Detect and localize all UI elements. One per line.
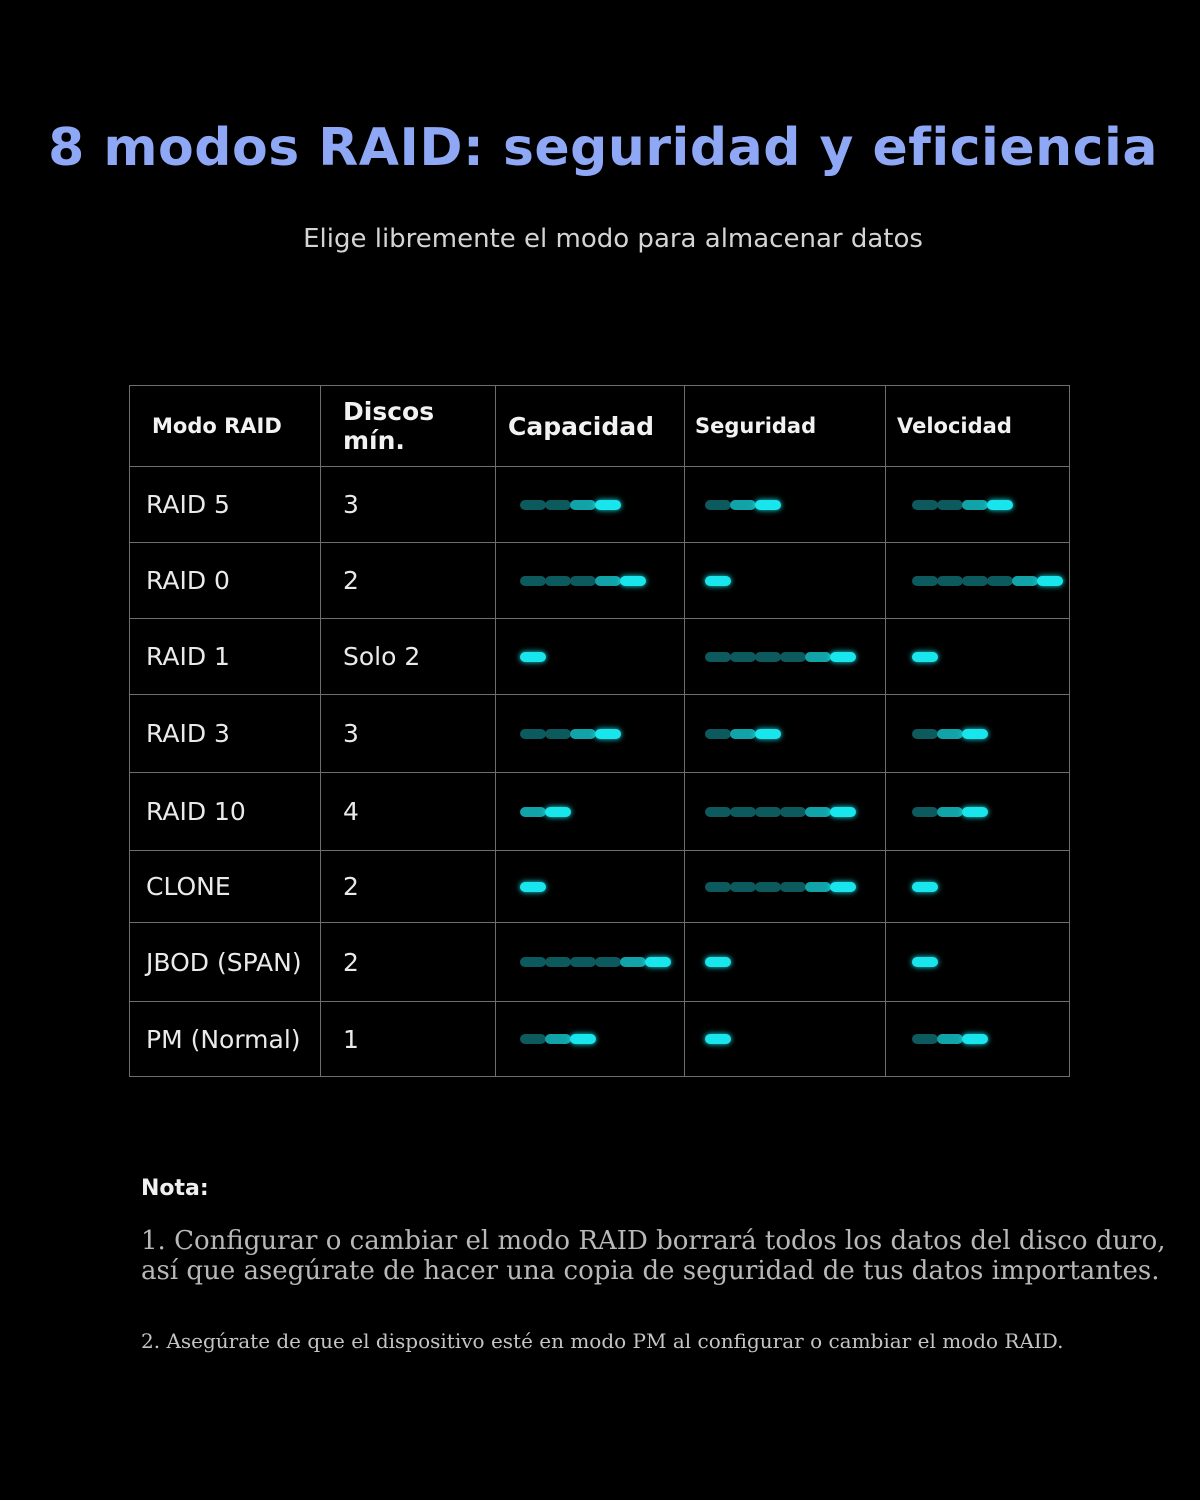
cell-mode: RAID 0 xyxy=(130,543,321,619)
security-level-bar xyxy=(705,652,885,662)
level-segment xyxy=(620,576,646,586)
level-segment xyxy=(545,576,571,586)
level-segment xyxy=(705,652,731,662)
level-segment xyxy=(620,957,646,967)
level-segment xyxy=(595,957,621,967)
level-segment xyxy=(987,500,1013,510)
level-segment xyxy=(937,1034,963,1044)
level-segment xyxy=(1037,576,1063,586)
cell-mode: PM (Normal) xyxy=(130,1002,321,1077)
level-segment xyxy=(705,957,731,967)
level-segment xyxy=(705,1034,731,1044)
level-segment xyxy=(730,729,756,739)
speed-level-bar xyxy=(912,882,1069,892)
capacity-level-bar xyxy=(520,652,684,662)
level-segment xyxy=(755,882,781,892)
cell-security xyxy=(685,543,886,619)
cell-speed xyxy=(886,695,1070,773)
cell-capacity xyxy=(496,695,685,773)
level-segment xyxy=(937,500,963,510)
level-segment xyxy=(962,1034,988,1044)
level-segment xyxy=(730,500,756,510)
speed-level-bar xyxy=(912,957,1069,967)
capacity-level-bar xyxy=(520,957,684,967)
raid-comparison-table xyxy=(129,385,1070,1077)
level-segment xyxy=(962,500,988,510)
header-speed: Velocidad xyxy=(886,386,1070,467)
cell-speed xyxy=(886,1002,1070,1077)
level-segment xyxy=(780,807,806,817)
level-segment xyxy=(805,882,831,892)
cell-mode: RAID 10 xyxy=(130,773,321,851)
level-segment xyxy=(520,652,546,662)
level-segment xyxy=(730,652,756,662)
cell-capacity xyxy=(496,467,685,543)
level-segment xyxy=(705,500,731,510)
table-header-row xyxy=(130,386,1070,467)
table-body xyxy=(130,467,1070,1077)
cell-min-disks: 1 xyxy=(321,1002,496,1077)
level-segment xyxy=(705,576,731,586)
cell-mode: RAID 3 xyxy=(130,695,321,773)
level-segment xyxy=(570,1034,596,1044)
level-segment xyxy=(912,957,938,967)
table-row xyxy=(130,923,1070,1002)
table-row xyxy=(130,695,1070,773)
level-segment xyxy=(912,807,938,817)
cell-mode: RAID 5 xyxy=(130,467,321,543)
header-min-disks: Discos mín. xyxy=(321,386,496,467)
level-segment xyxy=(912,729,938,739)
cell-capacity xyxy=(496,923,685,1002)
table-row xyxy=(130,1002,1070,1077)
capacity-level-bar xyxy=(520,1034,684,1044)
cell-min-disks: 4 xyxy=(321,773,496,851)
level-segment xyxy=(912,882,938,892)
cell-capacity xyxy=(496,1002,685,1077)
cell-capacity xyxy=(496,619,685,695)
level-segment xyxy=(755,729,781,739)
level-segment xyxy=(730,807,756,817)
header-security: Seguridad xyxy=(685,386,886,467)
cell-speed xyxy=(886,543,1070,619)
level-segment xyxy=(595,500,621,510)
level-segment xyxy=(645,957,671,967)
level-segment xyxy=(805,807,831,817)
level-segment xyxy=(937,807,963,817)
level-segment xyxy=(705,807,731,817)
cell-security xyxy=(685,619,886,695)
security-level-bar xyxy=(705,957,885,967)
header-mode: Modo RAID xyxy=(130,386,321,467)
note-label: Nota: xyxy=(141,1176,209,1201)
capacity-level-bar xyxy=(520,882,684,892)
level-segment xyxy=(520,500,546,510)
page-title: 8 modos RAID: seguridad y eficiencia xyxy=(48,118,1158,178)
page-subtitle: Elige libremente el modo para almacenar datos xyxy=(303,224,923,254)
level-segment xyxy=(912,652,938,662)
level-segment xyxy=(520,807,546,817)
level-segment xyxy=(780,652,806,662)
cell-mode: CLONE xyxy=(130,851,321,923)
level-segment xyxy=(705,729,731,739)
level-segment xyxy=(912,576,938,586)
cell-speed xyxy=(886,619,1070,695)
speed-level-bar xyxy=(912,1034,1069,1044)
level-segment xyxy=(987,576,1013,586)
cell-min-disks: 2 xyxy=(321,543,496,619)
level-segment xyxy=(962,729,988,739)
level-segment xyxy=(912,500,938,510)
cell-min-disks: Solo 2 xyxy=(321,619,496,695)
level-segment xyxy=(520,729,546,739)
level-segment xyxy=(937,576,963,586)
level-segment xyxy=(755,652,781,662)
level-segment xyxy=(545,729,571,739)
speed-level-bar xyxy=(912,576,1069,586)
speed-level-bar xyxy=(912,500,1069,510)
cell-security xyxy=(685,467,886,543)
cell-capacity xyxy=(496,773,685,851)
level-segment xyxy=(912,1034,938,1044)
security-level-bar xyxy=(705,882,885,892)
cell-security xyxy=(685,923,886,1002)
speed-level-bar xyxy=(912,652,1069,662)
table-row xyxy=(130,543,1070,619)
cell-security xyxy=(685,1002,886,1077)
level-segment xyxy=(570,576,596,586)
header-capacity: Capacidad xyxy=(496,386,685,467)
capacity-level-bar xyxy=(520,807,684,817)
cell-speed xyxy=(886,467,1070,543)
level-segment xyxy=(755,500,781,510)
capacity-level-bar xyxy=(520,500,684,510)
level-segment xyxy=(962,807,988,817)
level-segment xyxy=(1012,576,1038,586)
level-segment xyxy=(595,576,621,586)
level-segment xyxy=(570,729,596,739)
level-segment xyxy=(545,957,571,967)
cell-capacity xyxy=(496,543,685,619)
cell-speed xyxy=(886,851,1070,923)
note-item-2: 2. Asegúrate de que el dispositivo esté en modo PM al configurar o cambiar el modo RAID. xyxy=(141,1329,1064,1353)
table-row xyxy=(130,773,1070,851)
cell-security xyxy=(685,695,886,773)
table-row xyxy=(130,619,1070,695)
security-level-bar xyxy=(705,576,885,586)
security-level-bar xyxy=(705,729,885,739)
level-segment xyxy=(520,957,546,967)
speed-level-bar xyxy=(912,807,1069,817)
level-segment xyxy=(830,807,856,817)
cell-min-disks: 3 xyxy=(321,467,496,543)
level-segment xyxy=(520,1034,546,1044)
cell-security xyxy=(685,851,886,923)
speed-level-bar xyxy=(912,729,1069,739)
level-segment xyxy=(595,729,621,739)
cell-capacity xyxy=(496,851,685,923)
cell-min-disks: 2 xyxy=(321,851,496,923)
cell-min-disks: 2 xyxy=(321,923,496,1002)
cell-security xyxy=(685,773,886,851)
security-level-bar xyxy=(705,500,885,510)
level-segment xyxy=(705,882,731,892)
cell-mode: JBOD (SPAN) xyxy=(130,923,321,1002)
capacity-level-bar xyxy=(520,576,684,586)
cell-speed xyxy=(886,773,1070,851)
cell-speed xyxy=(886,923,1070,1002)
level-segment xyxy=(830,652,856,662)
level-segment xyxy=(545,1034,571,1044)
cell-min-disks: 3 xyxy=(321,695,496,773)
level-segment xyxy=(570,500,596,510)
level-segment xyxy=(520,882,546,892)
level-segment xyxy=(755,807,781,817)
level-segment xyxy=(570,957,596,967)
level-segment xyxy=(937,729,963,739)
security-level-bar xyxy=(705,1034,885,1044)
capacity-level-bar xyxy=(520,729,684,739)
level-segment xyxy=(830,882,856,892)
level-segment xyxy=(730,882,756,892)
level-segment xyxy=(520,576,546,586)
note-item-1: 1. Configurar o cambiar el modo RAID borrará todos los datos del disco duro, así que asegúrate de hacer una copia de seguridad de tus datos importantes. xyxy=(141,1226,1166,1286)
level-segment xyxy=(780,882,806,892)
level-segment xyxy=(545,807,571,817)
level-segment xyxy=(545,500,571,510)
table-row xyxy=(130,851,1070,923)
cell-mode: RAID 1 xyxy=(130,619,321,695)
level-segment xyxy=(962,576,988,586)
level-segment xyxy=(805,652,831,662)
table-row xyxy=(130,467,1070,543)
security-level-bar xyxy=(705,807,885,817)
